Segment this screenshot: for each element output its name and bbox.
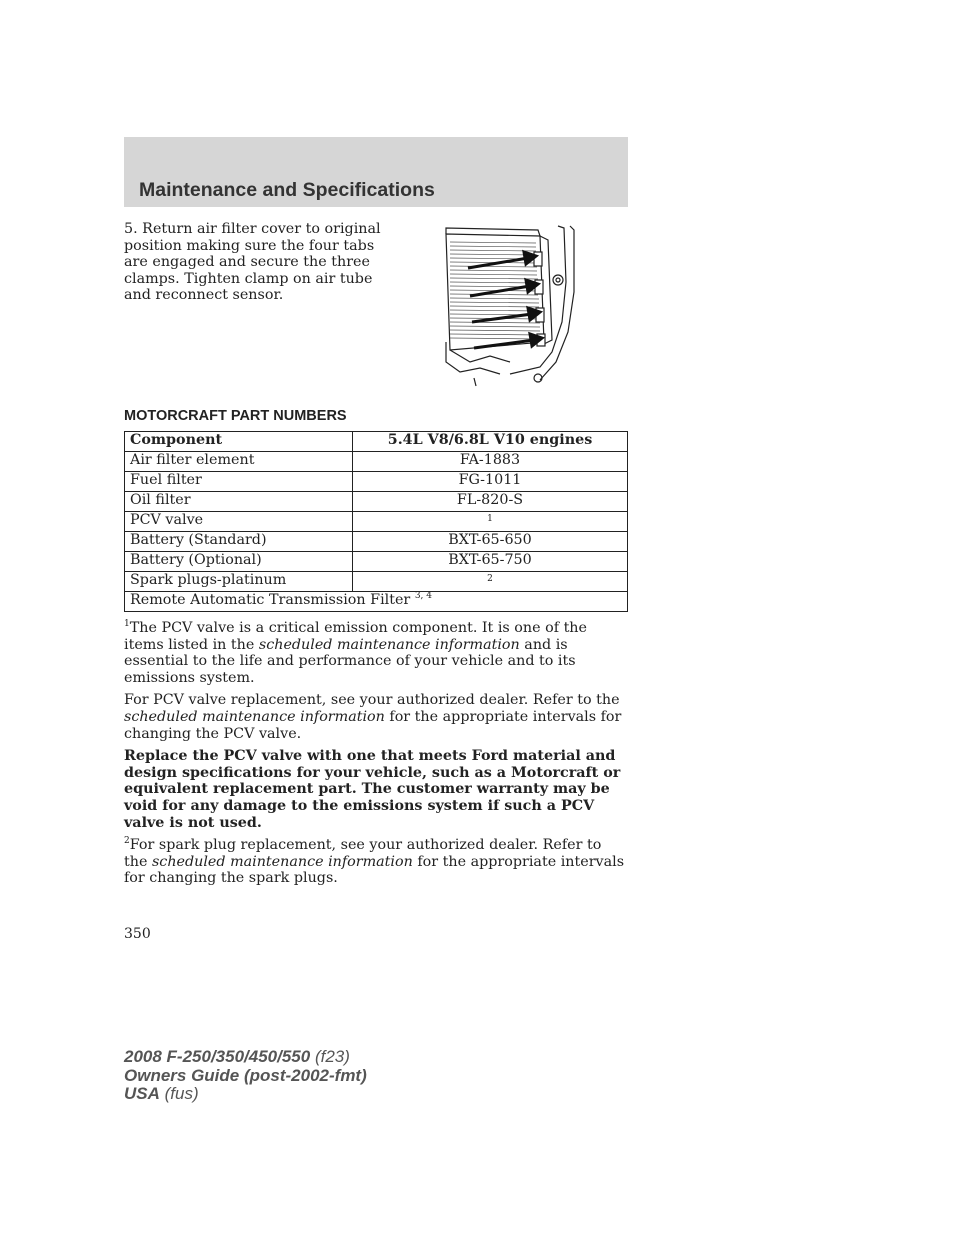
footnote-number: 2: [124, 836, 130, 847]
note-text: For PCV valve replacement, see your authorized dealer. Refer to the: [124, 692, 620, 709]
note-text: for the appropriate intervals for changing the PCV valve.: [124, 708, 622, 742]
footnote-ref: 1: [487, 514, 493, 524]
part-number-cell: [353, 512, 628, 532]
table-row: [125, 512, 628, 532]
table-row: [125, 572, 628, 592]
footer-market: USA: [124, 1084, 160, 1103]
table-row: [125, 472, 628, 492]
step-5-text: 5. Return air filter cover to original position making sure the four tabs are engaged and secure the three clamps. Tighten clamp on air tube and reconnect sensor.: [124, 221, 381, 304]
component-cell: Air filter element: [125, 452, 353, 472]
part-number-cell: FA-1883: [353, 452, 628, 472]
footnote-ref: 3, 4: [414, 591, 432, 602]
warning-text: Replace the PCV valve with one that meets Ford material and design specifications for your vehicle, such as a Motorcraft or equivalent replacement part. The customer warranty may be void for any damage to the emissions system if such a PCV valve is not used.: [124, 748, 621, 831]
component-cell: PCV valve: [125, 512, 353, 532]
footer-line-3: [124, 1085, 367, 1104]
air-filter-cover-illustration: [440, 222, 580, 388]
table-row: [125, 592, 628, 612]
component-cell: Spark plugs-platinum: [125, 572, 353, 592]
note-text: and is essential to the life and performance of your vehicle and to its emissions system.: [124, 636, 576, 686]
note-emphasis: scheduled maintenance information: [124, 708, 385, 725]
note-text: For spark plug replacement, see your authorized dealer. Refer to the: [124, 837, 602, 870]
footnote-2: [124, 837, 629, 887]
note-emphasis: scheduled maintenance information: [258, 636, 520, 653]
component-cell: Fuel filter: [125, 472, 353, 492]
part-number-cell: FL-820-S: [353, 492, 628, 512]
footnote-number: 1: [124, 619, 130, 630]
footnote-1: [124, 620, 629, 686]
table-row: [125, 532, 628, 552]
footer-market-code: (fus): [159, 1084, 199, 1103]
part-number-cell: BXT-65-750: [353, 552, 628, 572]
note-emphasis: scheduled maintenance information: [151, 853, 413, 870]
column-header-component: Component: [125, 432, 353, 452]
table-row: [125, 452, 628, 472]
column-header-engines: 5.4L V8/6.8L V10 engines: [353, 432, 628, 452]
footer-model: 2008 F-250/350/450/550: [124, 1047, 311, 1066]
pcv-warning: [124, 748, 629, 831]
part-number-cell: [353, 572, 628, 592]
table-header-row: [125, 432, 628, 452]
pcv-replacement-note: [124, 692, 629, 742]
table-row: [125, 492, 628, 512]
document-footer: [124, 1048, 367, 1104]
part-numbers-table: [124, 431, 628, 612]
note-text: The PCV valve is a critical emission component. It is one of the items listed in the: [124, 620, 587, 653]
header-band: [124, 137, 628, 207]
note-text: for the appropriate intervals for changing the spark plugs.: [124, 853, 625, 887]
part-number-cell: BXT-65-650: [353, 532, 628, 552]
footnotes: [124, 620, 629, 893]
component-cell: Oil filter: [125, 492, 353, 512]
section-heading: MOTORCRAFT PART NUMBERS: [124, 408, 347, 424]
page-title: Maintenance and Specifications: [139, 179, 435, 201]
full-width-cell: [125, 592, 628, 612]
footer-line-1: [124, 1048, 367, 1067]
footer-line-2: Owners Guide (post-2002-fmt): [124, 1065, 367, 1085]
component-label: Remote Automatic Transmission Filter: [130, 592, 411, 608]
page-number: 350: [124, 926, 151, 942]
part-number-cell: FG-1011: [353, 472, 628, 492]
component-cell: Battery (Optional): [125, 552, 353, 572]
table-row: [125, 552, 628, 572]
component-cell: Battery (Standard): [125, 532, 353, 552]
footnote-ref: 2: [487, 574, 493, 584]
footer-code: (f23): [310, 1047, 350, 1066]
